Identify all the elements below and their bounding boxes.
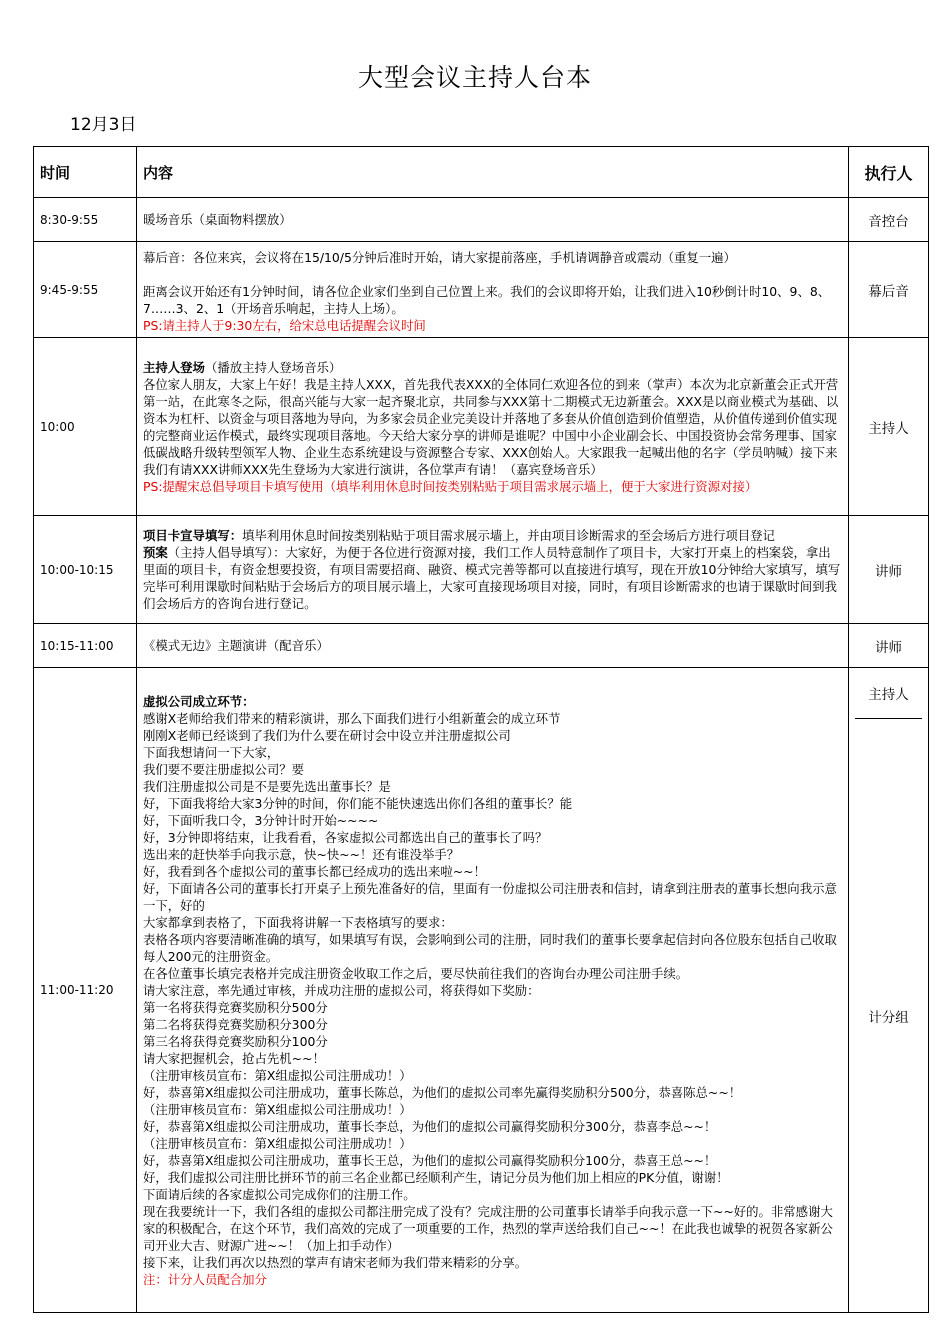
content-line: 我们注册虚拟公司是不是要先选出董事长？是 [143, 778, 391, 794]
content-line: 我们要不要注册虚拟公司？要 [143, 761, 305, 777]
content-line: 好，3分钟即将结束，让我看看，各家虚拟公司都选出自己的董事长了吗？ [143, 829, 548, 845]
row-time: 10:15-11:00 [34, 624, 137, 668]
row-time: 10:00-10:15 [34, 516, 137, 624]
content-line: 下面我想请问一下大家， [143, 744, 280, 760]
table-row [34, 668, 929, 1313]
content-bold-label: 预案 [143, 545, 168, 560]
content-line: 暖场音乐（桌面物料摆放） [143, 212, 292, 227]
content-line: 刚刚X老师已经谈到了我们为什么要在研讨会中设立并注册虚拟公司 [143, 727, 511, 743]
content-line: 请大家注意，率先通过审核，并成功注册的虚拟公司，将获得如下奖励： [143, 982, 540, 998]
content-line: 在各位董事长填完表格并完成注册资金收取工作之后，要尽快前往我们的咨询台办理公司注册手续。 [143, 965, 689, 981]
content-paragraph: 各位家人朋友，大家上午好！我是主持人XXX，首先我代表XXX的全体同仁欢迎各位的到来（掌声）本次为北京新董会正式开营第一站，在此寒冬之际，很高兴能与大家一起齐聚北京，共同参与XXX第十二期模式无边新董会。XXX是以商业模式为基础、以资本为杠杆、以资金与项目落地为导向，为多家会员企业完美设计并落地了多套从价值创造到价值塑造，从价值传递到价值实现的完整商业运作模式，最终实现项目落地。今天给大家分享的讲师是谁呢？中国中小企业副会长、中国投资协会常务理事、国家低碳战略升级转型领军人物、企业生态系统建设与资源整合专家、XXX创始人。大家跟我一起喊出他的名字（学员呐喊）接下来我们有请XXX讲师XXX先生登场为大家进行演讲，各位掌声有请！（嘉宾登场音乐） [143, 376, 839, 477]
content-heading [143, 359, 842, 376]
content-line: 好，我看到各个虚拟公司的董事长都已经成功的选出来啦~~！ [143, 863, 486, 879]
content-lines [143, 710, 842, 1271]
content-text: 填毕利用休息时间按类别粘贴于项目需求展示墙上，并由项目诊断需求的至会场后方进行项目登记 [242, 528, 775, 543]
table-row [34, 624, 929, 668]
row-time: 11:00-11:20 [34, 668, 137, 1313]
content-heading: 虚拟公司成立环节： [143, 693, 255, 709]
content-line: 好，下面听我口令，3分钟计时开始~~~~ [143, 812, 379, 828]
executor-host: 主持人 [855, 668, 922, 719]
row-content [137, 624, 849, 668]
row-executor: 讲师 [849, 624, 929, 668]
document-title: 大型会议主持人台本 [357, 63, 592, 92]
content-line: 好，恭喜第X组虚拟公司注册成功，董事长陈总，为他们的虚拟公司率先赢得奖励积分500分，恭喜陈总~~！ [143, 1084, 742, 1100]
document-date: 12月3日 [70, 115, 137, 135]
content-line: 第三名将获得竞赛奖励积分100分 [143, 1033, 328, 1049]
row-executor: 音控台 [849, 198, 929, 242]
row-time: 9:45-9:55 [34, 242, 137, 338]
table-row [34, 516, 929, 624]
header-content: 内容 [137, 147, 849, 198]
content-line: 现在我要统计一下，我们各组的虚拟公司都注册完成了没有？完成注册的公司董事长请举手向我示意一下~~好的。非常感谢大家的积极配合，在这个环节，我们高效的完成了一项重要的工作，热烈的掌声送给我们自己~~！在此我也诚挚的祝贺各家新公司开业大吉、财源广进~~！（加上扣手动作） [143, 1203, 833, 1253]
ps-note: PS:提醒宋总倡导项目卡填写使用（填毕利用休息时间按类别粘贴于项目需求展示墙上，便于大家进行资源对接） [143, 478, 758, 494]
header-executor: 执行人 [849, 147, 929, 198]
row-content [137, 242, 849, 338]
content-line: （注册审核员宣布：第X组虚拟公司注册成功！） [143, 1067, 412, 1083]
row-content [137, 198, 849, 242]
row-time: 8:30-9:55 [34, 198, 137, 242]
script-table [33, 146, 929, 1313]
content-line: 好，下面请各公司的董事长打开桌子上预先准备好的信，里面有一份虚拟公司注册表和信封，请拿到注册表的董事长想向我示意一下，好的 [143, 880, 837, 913]
content-line: 选出来的赶快举手向我示意，快~快~~！还有谁没举手？ [143, 846, 460, 862]
content-line: 幕后音：各位来宾，会议将在15/10/5分钟后准时开始，请大家提前落座，手机请调静音或震动（重复一遍） [143, 250, 736, 265]
content-line: 好，下面我将给大家3分钟的时间，你们能不能快速选出你们各组的董事长？能 [143, 795, 573, 811]
row-time: 10:00 [34, 338, 137, 516]
content-bold-label: 项目卡宣导填写： [143, 528, 243, 543]
content-line: 感谢X老师给我们带来的精彩演讲，那么下面我们进行小组新董会的成立环节 [143, 710, 561, 726]
table-row [34, 338, 929, 516]
content-line: 第二名将获得竞赛奖励积分300分 [143, 1016, 328, 1032]
content-line: 大家都拿到表格了，下面我将讲解一下表格填写的要求： [143, 914, 453, 930]
content-paragraph [143, 544, 842, 612]
executor-scoring: 计分组 [868, 1009, 909, 1026]
row-content [137, 516, 849, 624]
row-executor: 主持人 [849, 338, 929, 516]
row-executor: 讲师 [849, 516, 929, 624]
table-row [34, 242, 929, 338]
content-line: 接下来，让我们再次以热烈的掌声有请宋老师为我们带来精彩的分享。 [143, 1254, 528, 1270]
ps-note: PS:请主持人于9:30左右，给宋总电话提醒会议时间 [143, 318, 426, 333]
content-line: （注册审核员宣布：第X组虚拟公司注册成功！） [143, 1135, 412, 1151]
content-heading-bold: 主持人登场 [143, 359, 205, 375]
content-line: 请大家把握机会，抢占先机~~！ [143, 1050, 325, 1066]
content-line: 距离会议开始还有1分钟时间，请各位企业家们坐到自己位置上来。我们的会议即将开始，让我们进入10秒倒计时10、9、8、7……3、2、1（开场音乐响起，主持人上场）。 [143, 284, 831, 316]
content-text: （主持人倡导填写）：大家好，为便于各位进行资源对接，我们工作人员特意制作了项目卡，大家打开桌上的档案袋，拿出里面的项目卡，有资金想要投资，有项目需要招商、融资、模式完善等都可以直接进行填写，现在开放10分钟给大家填写，填写完毕可利用课歇时间粘贴于会场后方的项目展示墙上，大家可直接现场项目对接，同时，有项目诊断需求的也请于课歇时间到我们会场后方的咨询台进行登记。 [143, 545, 841, 611]
row-executor [849, 668, 929, 1313]
content-line: 好，恭喜第X组虚拟公司注册成功，董事长李总，为他们的虚拟公司赢得奖励积分300分，恭喜李总~~！ [143, 1118, 717, 1134]
content-paragraph [143, 527, 842, 544]
table-header-row [34, 147, 929, 198]
content-line: 《模式无边》主题演讲（配音乐） [143, 638, 329, 653]
table-row [34, 198, 929, 242]
content-line: 好，我们虚拟公司注册比拼环节的前三名企业都已经顺利产生，请记分员为他们加上相应的PK分值，谢谢！ [143, 1169, 729, 1185]
header-time: 时间 [34, 147, 137, 198]
content-line: 表格各项内容要清晰准确的填写，如果填写有误，会影响到公司的注册，同时我们的董事长要拿起信封向各位股东包括自己收取每人200元的注册资金。 [143, 931, 837, 964]
ps-note: 注：计分人员配合加分 [143, 1271, 267, 1287]
content-line: 下面请后续的各家虚拟公司完成你们的注册工作。 [143, 1186, 416, 1202]
row-content [137, 668, 849, 1313]
content-line: 第一名将获得竞赛奖励积分500分 [143, 999, 328, 1015]
content-line: 好，恭喜第X组虚拟公司注册成功，董事长王总，为他们的虚拟公司赢得奖励积分100分，恭喜王总~~！ [143, 1152, 717, 1168]
content-line: （注册审核员宣布：第X组虚拟公司注册成功！） [143, 1101, 412, 1117]
content-heading-rest: （播放主持人登场音乐） [204, 359, 342, 375]
row-content [137, 338, 849, 516]
row-executor: 幕后音 [849, 242, 929, 338]
